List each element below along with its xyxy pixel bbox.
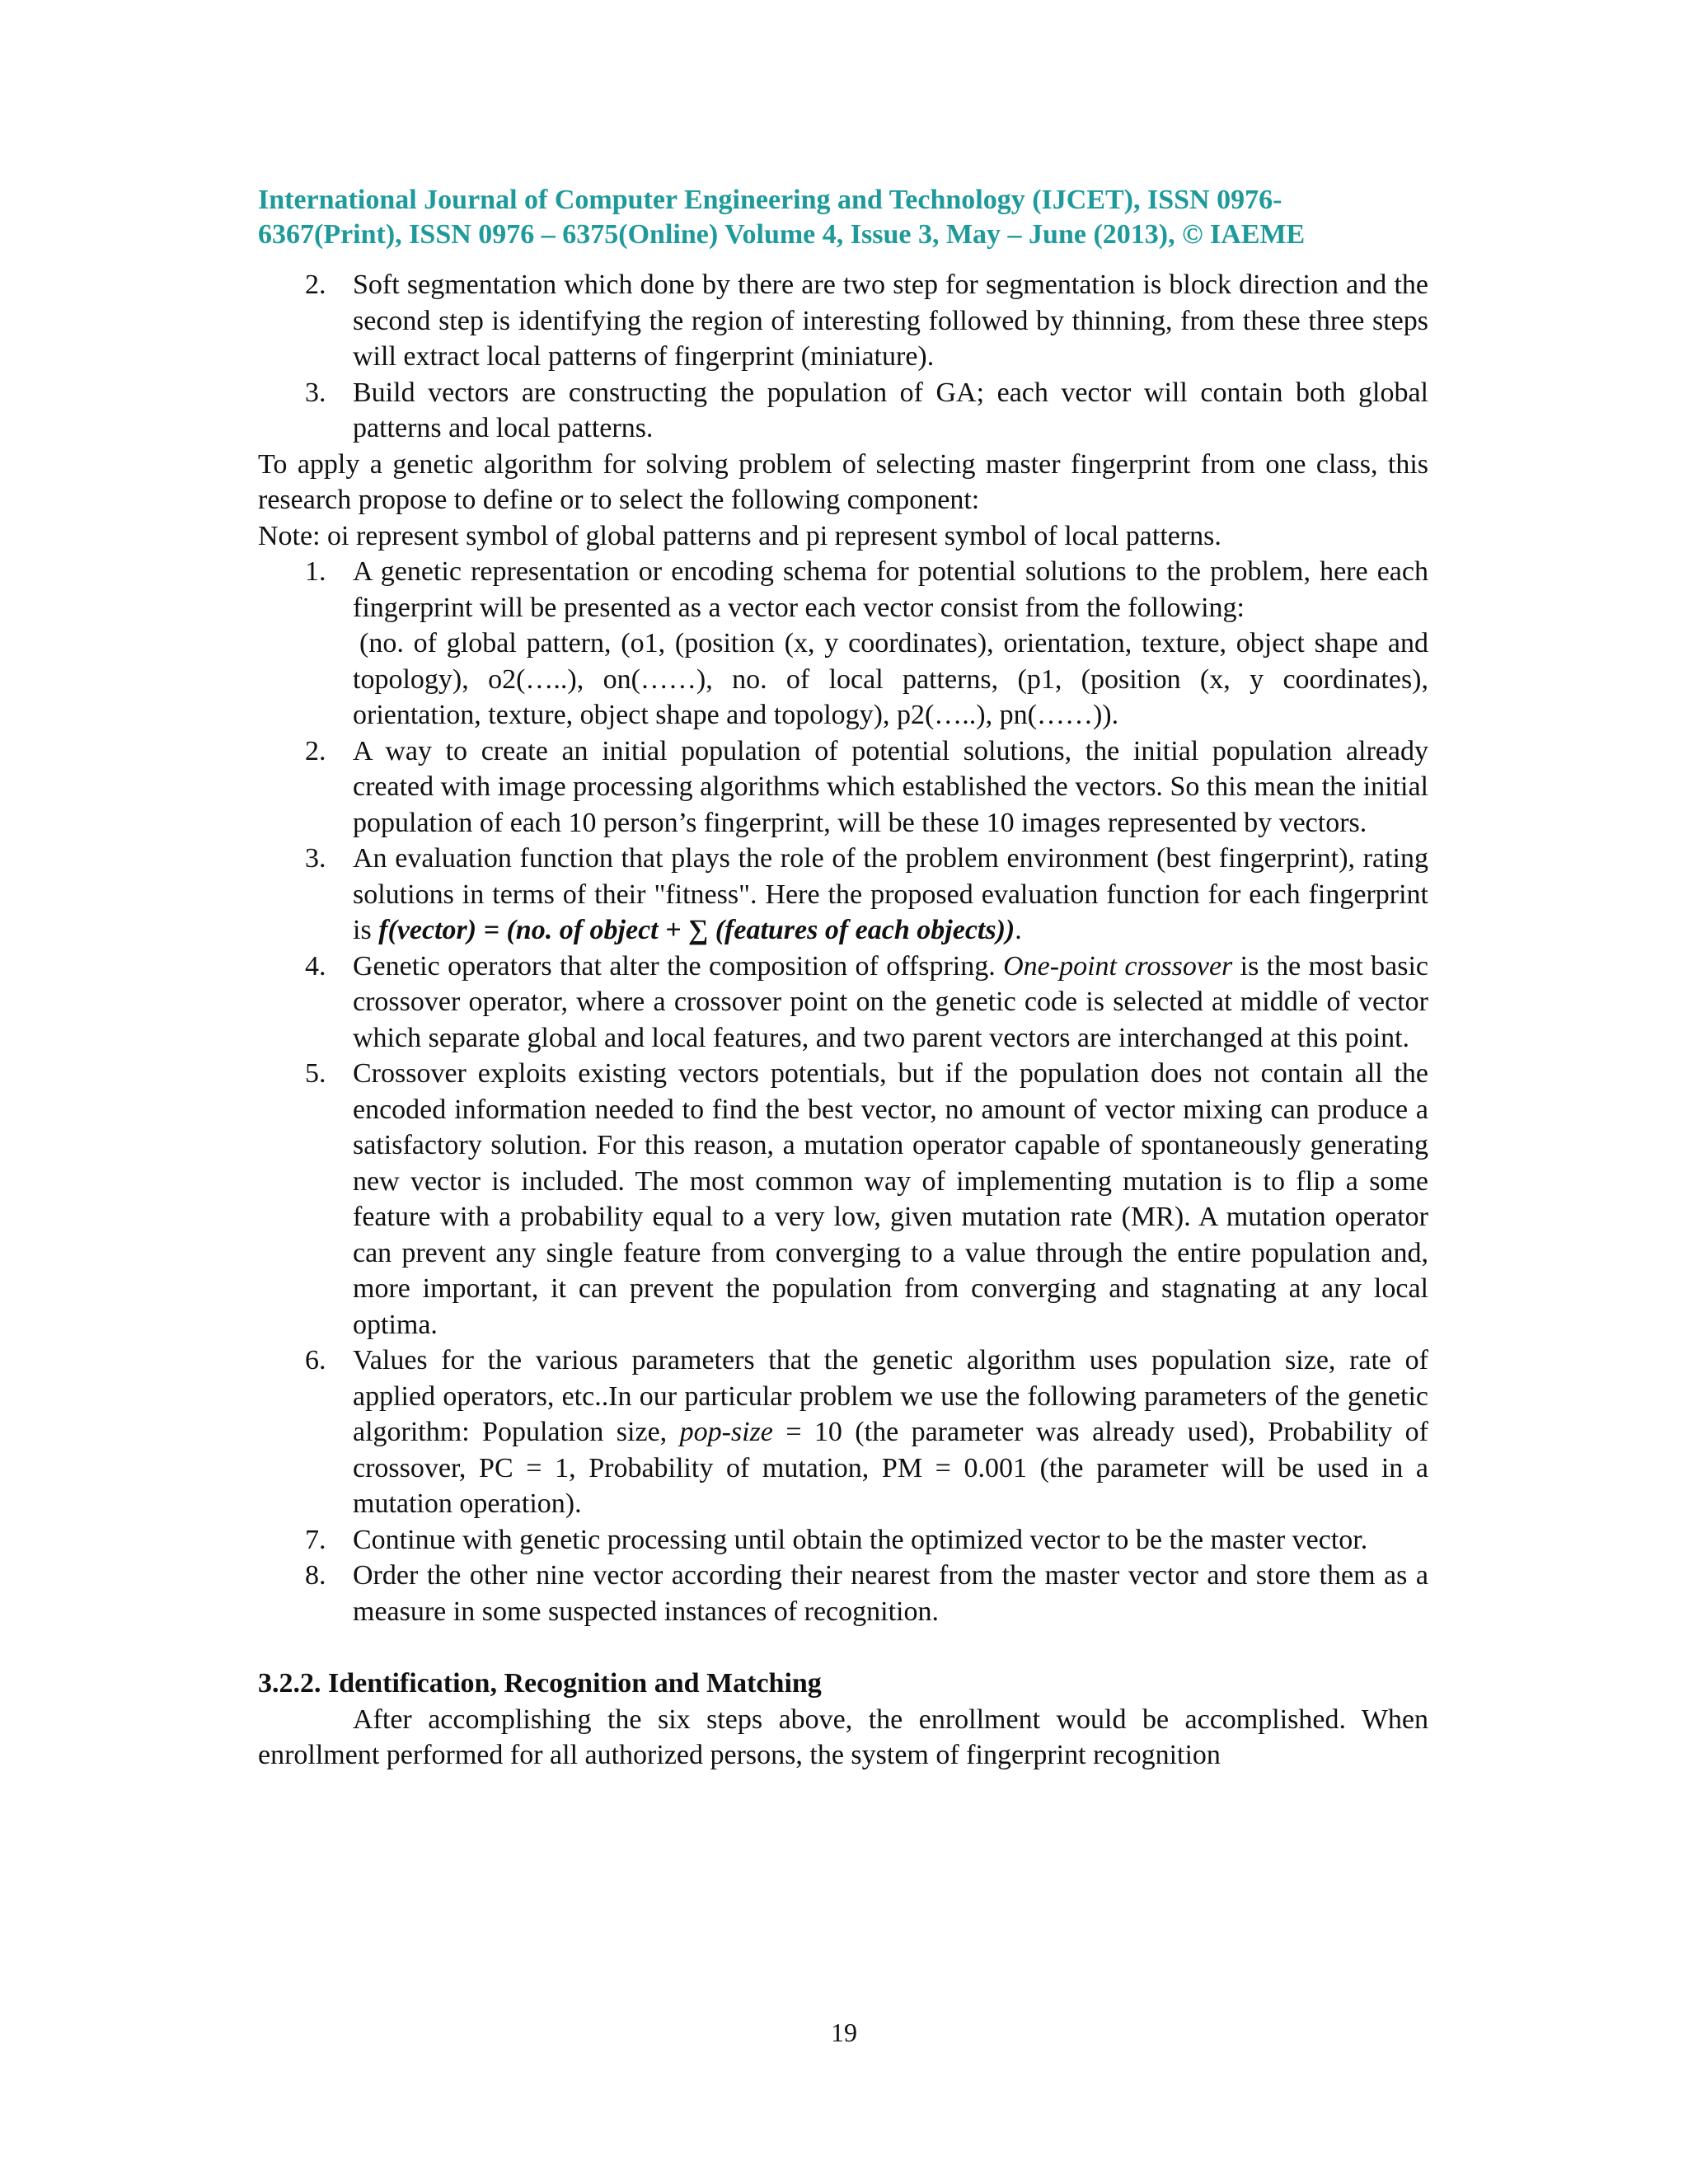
vector-encoding-schema: (no. of global pattern, (o1, (position (x, y coordinates), orientation, texture, object shape and topology), o2(…..), on(……), no. of local patterns, (p1, (position (x, y coordinates), orientation, texture, object shape and topology), p2(…..), pn(……)).: [353, 628, 1428, 730]
list-item: [258, 267, 1428, 375]
list-item-number: 5.: [305, 1058, 326, 1089]
list-item-text-end: is the most basic crossover operator, where a crossover point on the genetic code is selected at middle of vector which separate global and local features, and two parent vectors are interchanged at this point.: [353, 950, 1429, 1053]
list-item-number: 7.: [305, 1524, 326, 1555]
list-item-number: 3.: [305, 843, 326, 874]
list-item: [258, 841, 1428, 949]
list-item-text: Genetic operators that alter the composition of offspring.: [353, 950, 1004, 982]
list-item: [258, 949, 1428, 1057]
segmentation-step-list: [258, 267, 1428, 447]
fitness-formula: f(vector) = (no. of object + ∑ (features of each objects)): [378, 915, 1015, 945]
list-item-text: Continue with genetic processing until obtain the optimized vector to be the master vector.: [353, 1524, 1368, 1555]
list-item: [258, 1056, 1428, 1343]
list-item: [258, 375, 1428, 447]
list-item-text: Crossover exploits existing vectors potentials, but if the population does not contain all the encoded information needed to find the best vector, no amount of vector mixing can produce a satisfactory solution. For this reason, a mutation operator capable of spontaneously generating new vector is included. The most common way of implementing mutation is to flip a some feature with a probability equal to a very low, given mutation rate (MR). A mutation operator can prevent any single feature from converging to a value through the entire population and, more important, it can prevent the population from converging and stagnating at any local optima.: [353, 1058, 1428, 1340]
list-item-number: 2.: [305, 735, 326, 766]
page-number: 19: [831, 2018, 857, 2047]
journal-header-line-1: International Journal of Computer Engineering and Technology (IJCET), ISSN 0976-: [258, 185, 1282, 215]
list-item-text: A way to create an initial population of potential solutions, the initial population already created with image processing algorithms which established the vectors. So this mean the initial population of each 10 person’s fingerprint, will be these 10 images represented by vectors.: [353, 735, 1428, 838]
list-item-number: 2.: [305, 269, 326, 300]
list-item-number: 1.: [305, 556, 326, 587]
list-item: [258, 554, 1428, 733]
section-heading: 3.2.2. Identification, Recognition and Matching: [258, 1668, 822, 1699]
list-item-text: Soft segmentation which done by there are two step for segmentation is block direction and the second step is identifying the region of interesting followed by thinning, from these three steps will extract local patterns of fingerprint (miniature).: [353, 269, 1428, 372]
list-item-text: Build vectors are constructing the population of GA; each vector will contain both global patterns and local patterns.: [353, 377, 1428, 443]
list-item-number: 3.: [305, 377, 326, 408]
list-item-text: Values for the various parameters that the genetic algorithm uses population size, rate of applied operators, etc..In our particular problem we use the following parameters of the genetic algorithm: Population size,: [353, 1345, 1428, 1447]
italic-term: pop-size: [679, 1417, 773, 1447]
list-item-text: A genetic representation or encoding schema for potential solutions to the problem, here each fingerprint will be presented as a vector each vector consist from the following:: [353, 556, 1428, 623]
list-item: [258, 1343, 1428, 1522]
list-item-text-end: = 10 (the parameter was already used), Probability of crossover, PC = 1, Probability of mutation, PM = 0.001 (the parameter will be used in a mutation operation).: [353, 1417, 1428, 1519]
ga-component-list: [258, 554, 1428, 1629]
list-item: [258, 733, 1428, 841]
list-item-number: 6.: [305, 1345, 326, 1376]
list-item-text-end: .: [1015, 915, 1022, 945]
list-item-text: An evaluation function that plays the role of the problem environment (best fingerprint), rating solutions in terms of their "fitness". Here the proposed evaluation function for each fingerprint is: [353, 843, 1428, 945]
italic-term: One-point crossover: [1003, 950, 1233, 982]
intro-paragraph: To apply a genetic algorithm for solving problem of selecting master fingerprint from one class, this research propose to define or to select the following component:: [258, 448, 1428, 515]
journal-header: [258, 183, 1428, 252]
list-item-text: Order the other nine vector according their nearest from the master vector and store them as a measure in some suspected instances of recognition.: [353, 1560, 1428, 1627]
list-item: [258, 1522, 1428, 1558]
list-item-number: 8.: [305, 1560, 326, 1591]
note-paragraph: Note: oi represent symbol of global patterns and pi represent symbol of local patterns.: [258, 520, 1221, 551]
page-body: [258, 183, 1428, 1774]
list-item-number: 4.: [305, 950, 326, 982]
journal-header-line-2: 6367(Print), ISSN 0976 – 6375(Online) Volume 4, Issue 3, May – June (2013), © IAEME: [258, 219, 1306, 250]
section-paragraph: After accomplishing the six steps above, the enrollment would be accomplished. When enrollment performed for all authorized persons, the system of fingerprint recognition: [258, 1704, 1428, 1770]
list-item: [258, 1558, 1428, 1629]
